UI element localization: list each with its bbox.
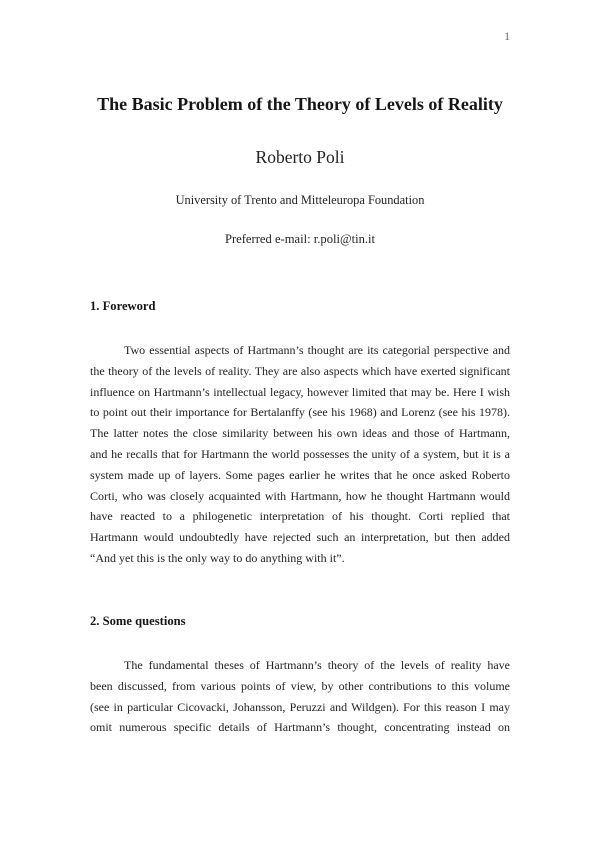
section-heading-some-questions: 2. Some questions bbox=[90, 614, 186, 628]
text-line: The fundamental theses of Hartmann’s theory of the levels of reality have bbox=[124, 658, 510, 672]
paper-title: The Basic Problem of the Theory of Levels of Reality bbox=[97, 94, 503, 114]
section-heading-foreword: 1. Foreword bbox=[90, 299, 156, 313]
page-number: 1 bbox=[504, 31, 510, 43]
text-line: Two essential aspects of Hartmann’s thought are its categorial perspective and bbox=[124, 343, 510, 357]
paper-email-line: Preferred e-mail: r.poli@tin.it bbox=[224, 232, 376, 246]
text-line: have reacted to a philogenetic interpretation of his thought. Corti replied that bbox=[90, 509, 510, 524]
paper-author: Roberto Poli bbox=[255, 147, 345, 167]
text-line: and he recalls that for Hartmann the world possesses the unity of a system, but it is a bbox=[90, 446, 510, 461]
text-line: Corti, who was closely acquainted with Hartmann, how he thought Hartmann would bbox=[90, 488, 510, 503]
text-line: “And yet this is the only way to do anything with it”. bbox=[90, 550, 345, 565]
text-line: (see in particular Cicovacki, Johansson, Peruzzi and Wildgen). For this reason I may bbox=[90, 699, 510, 714]
text-line: influence on Hartmann’s intellectual legacy, however limited that may be. Here I wish bbox=[90, 384, 510, 399]
text-line: system made up of layers. Some pages earlier he writes that he once asked Roberto bbox=[90, 467, 510, 482]
text-line: The latter notes the close similarity between his own ideas and those of Hartmann, bbox=[90, 426, 510, 441]
paper-affiliation: University of Trento and Mitteleuropa Foundation bbox=[175, 193, 425, 207]
text-line: to point out their importance for Bertalanffy (see his 1968) and Lorenz (see his 1978). bbox=[90, 405, 510, 420]
paragraph-some-questions bbox=[90, 655, 510, 738]
text-line: the theory of the levels of reality. They are also aspects which have exerted significant bbox=[90, 363, 510, 378]
paragraph-foreword bbox=[90, 340, 510, 569]
text-line: been discussed, from various points of view, by other contributions to this volume bbox=[90, 678, 510, 693]
text-line: omit numerous specific details of Hartmann’s thought, concentrating instead on bbox=[90, 720, 510, 735]
text-line: Hartmann would undoubtedly have rejected such an interpretation, but then added bbox=[90, 530, 510, 545]
